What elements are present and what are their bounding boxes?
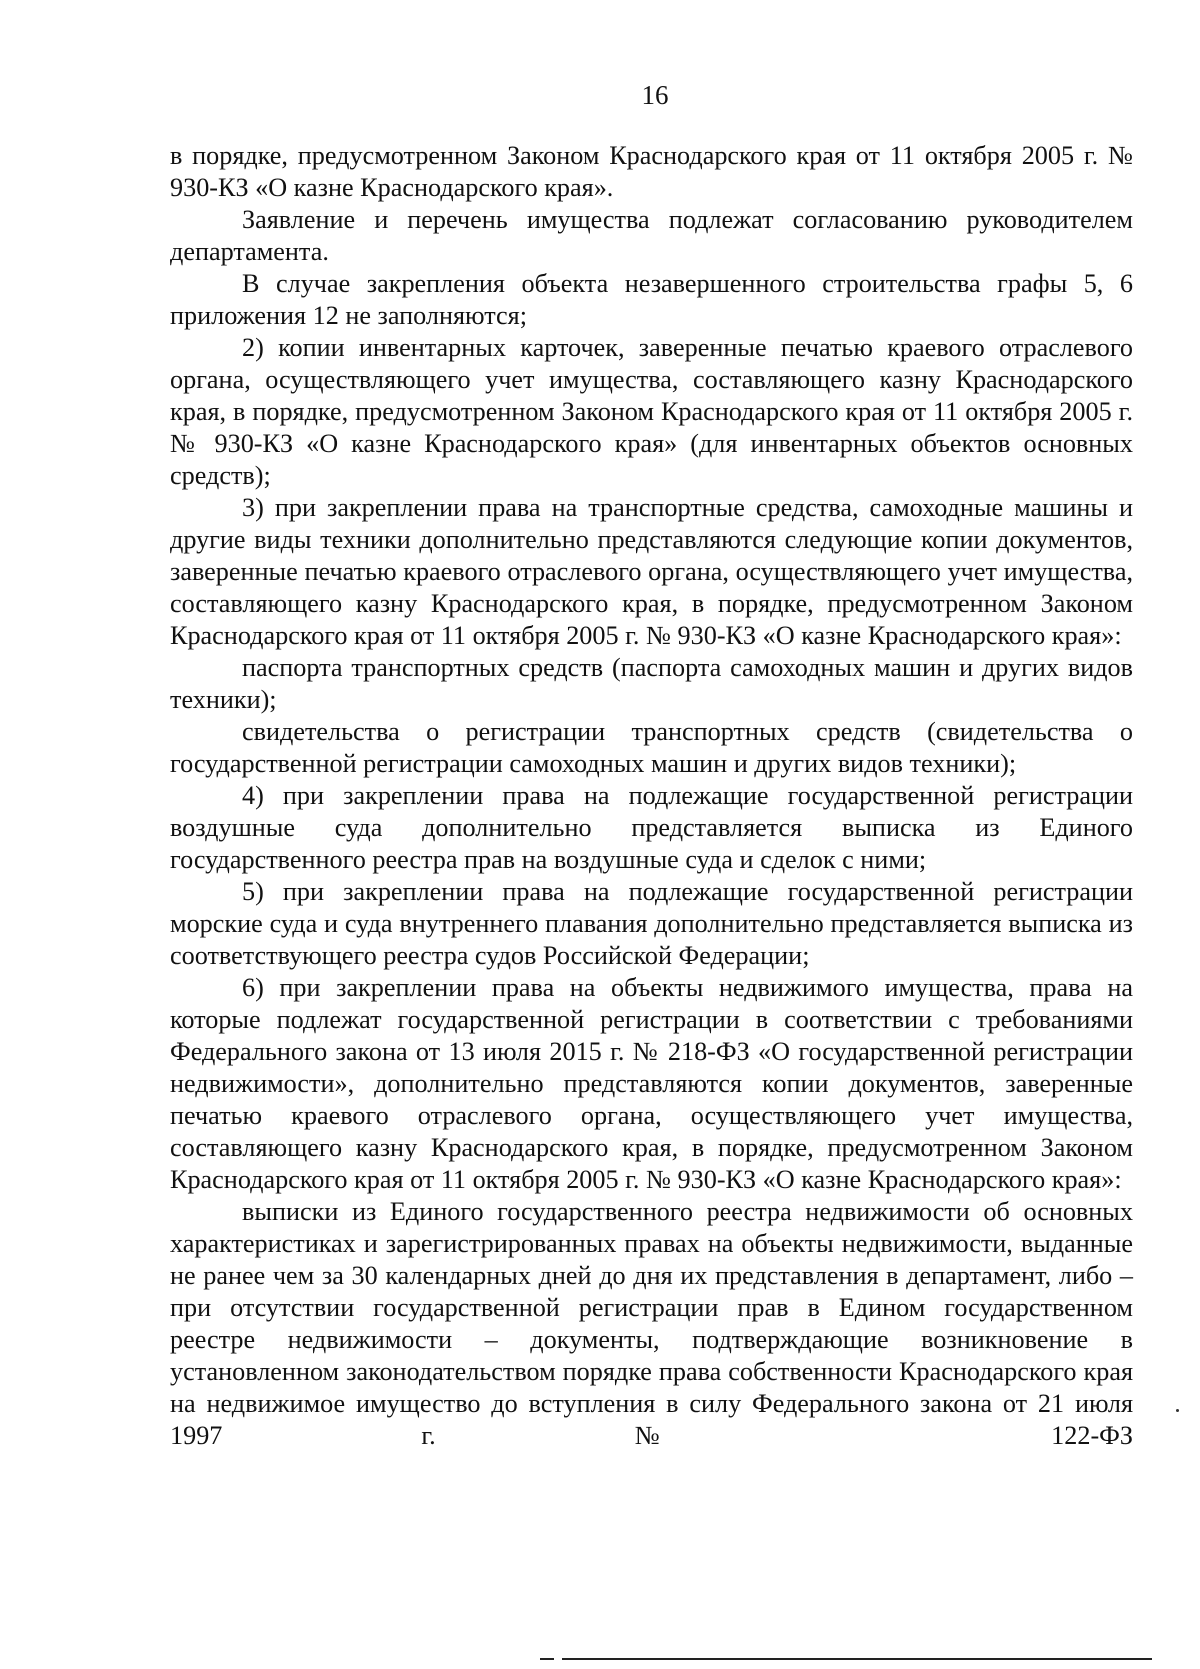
document-body	[170, 140, 1133, 1452]
bottom-rule	[562, 1658, 1152, 1660]
paragraph-continuation: в порядке, предусмотренном Законом Краснодарского края от 11 октября 2005 г. № 930-КЗ «О казне Краснодарского края».	[170, 141, 1133, 202]
paragraph-item-3: 3) при закреплении права на транспортные средства, самоходные машины и другие виды техники дополнительно представляются следующие копии документов, заверенные печатью краевого отраслевого органа, осуществляющего учет имущества, составляющего казну Краснодарского края, в порядке, предусмотренном Законом Краснодарского края от 11 октября 2005 г. № 930-КЗ «О казне Краснодарского края»:	[170, 493, 1133, 650]
paragraph-real-estate-extracts: выписки из Единого государственного реестра недвижимости об основных характеристиках и зарегистрированных правах на объекты недвижимости, выданные не ранее чем за 30 календарных дней до дня их представления в департамент, либо – при отсутствии государственной регистрации прав в Едином государственном реестре недвижимости – документы, подтверждающие возникновение в установленном законодательством порядке права собственности Краснодарского края на недвижимое имущество до вступления в силу Федерального закона от 21 июля 1997 г. № 122-ФЗ	[170, 1197, 1133, 1450]
paragraph-item-5: 5) при закреплении права на подлежащие государственной регистрации морские суда и суда внутреннего плавания дополнительно представляется выписка из соответствующего реестра судов Российской Федерации;	[170, 877, 1133, 970]
paragraph-unfinished-construction: В случае закрепления объекта незавершенного строительства графы 5, 6 приложения 12 не заполняются;	[170, 269, 1133, 330]
scan-speck	[1176, 1409, 1179, 1412]
paragraph-vehicle-passports: паспорта транспортных средств (паспорта самоходных машин и других видов техники);	[170, 653, 1133, 714]
page-number: 16	[641, 80, 669, 110]
bottom-rule-short	[540, 1658, 554, 1660]
paragraph-approval: Заявление и перечень имущества подлежат согласованию руководителем департамента.	[170, 205, 1133, 266]
paragraph-item-4: 4) при закреплении права на подлежащие государственной регистрации воздушные суда дополнительно представляется выписка из Единого государственного реестра прав на воздушные суда и сделок с ними;	[170, 781, 1133, 874]
paragraph-registration-certificates: свидетельства о регистрации транспортных средств (свидетельства о государственной регистрации самоходных машин и других видов техники);	[170, 717, 1133, 778]
paragraph-item-2: 2) копии инвентарных карточек, заверенные печатью краевого отраслевого органа, осуществляющего учет имущества, составляющего казну Краснодарского края, в порядке, предусмотренном Законом Краснодарского края от 11 октября 2005 г. № 930-КЗ «О казне Краснодарского края» (для инвентарных объектов основных средств);	[170, 333, 1133, 490]
paragraph-item-6: 6) при закреплении права на объекты недвижимого имущества, права на которые подлежат государственной регистрации в соответствии с требованиями Федерального закона от 13 июля 2015 г. № 218-ФЗ «О государственной регистрации недвижимости», дополнительно представляются копии документов, заверенные печатью краевого отраслевого органа, осуществляющего учет имущества, составляющего казну Краснодарского края, в порядке, предусмотренном Законом Краснодарского края от 11 октября 2005 г. № 930-КЗ «О казне Краснодарского края»:	[170, 973, 1133, 1194]
